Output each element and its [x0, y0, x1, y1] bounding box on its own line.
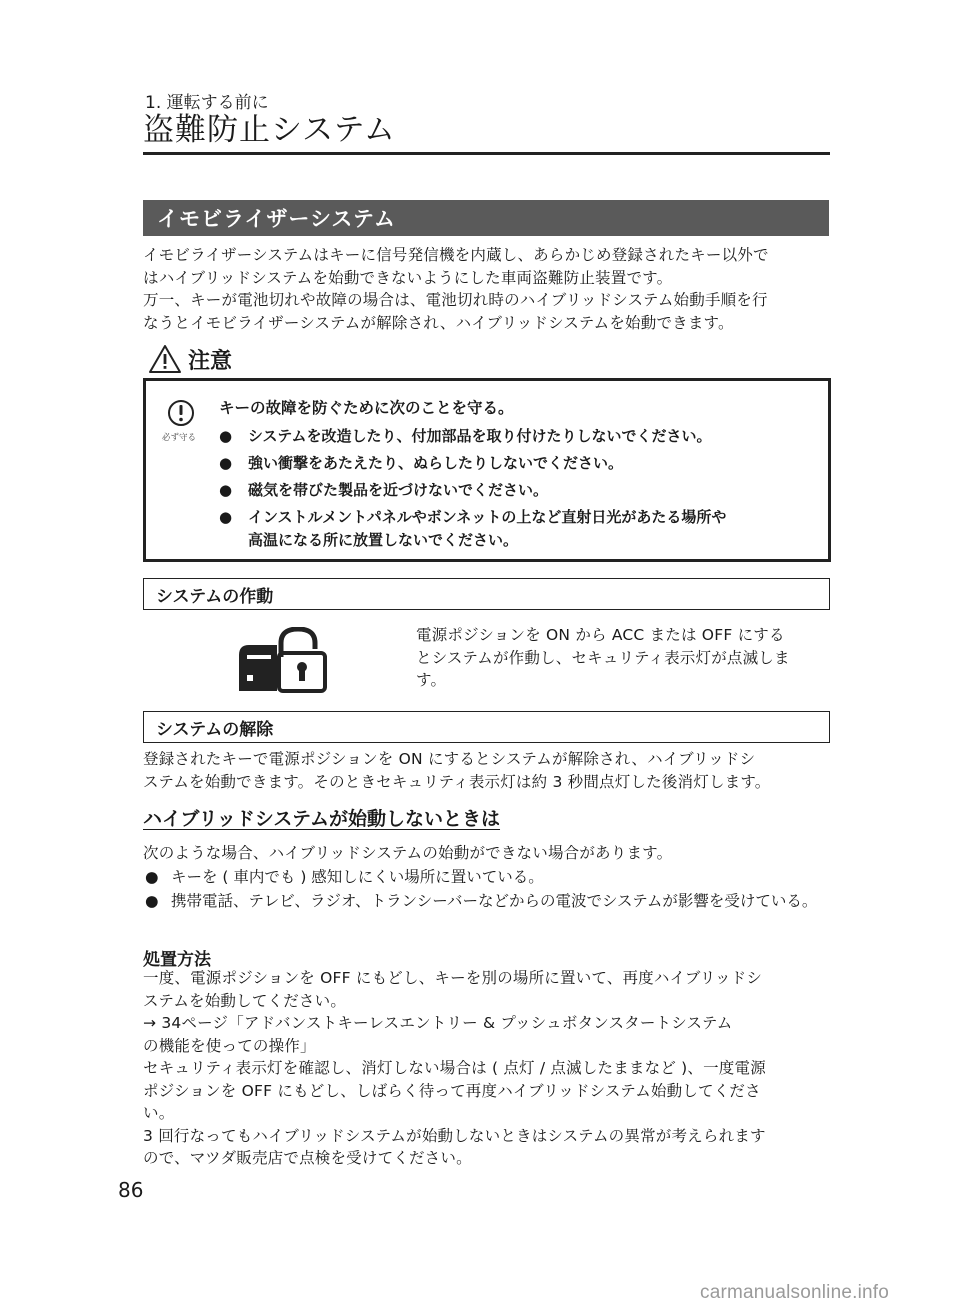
- remedy-line: 3 回行なってもハイブリッドシステムが始動しないときはシステムの異常が考えられます: [143, 1126, 766, 1145]
- subheading-operation-text: システムの作動: [156, 587, 274, 607]
- bullet-icon: ●: [219, 481, 233, 499]
- intro-line: なうとイモビライザーシステムが解除され、ハイブリッドシステムを始動できます。: [143, 313, 734, 332]
- watermark: carmanualsonline.info: [700, 1282, 890, 1303]
- remedy-line: ステムを始動してください。: [143, 991, 347, 1010]
- caution-item-text: 強い衝撃をあたえたり、ぬらしたりしないでください。: [248, 454, 624, 472]
- section-title: イモビライザーシステム: [157, 207, 396, 231]
- section-intro: [143, 244, 833, 334]
- remedy-line: ポジションを OFF にもどし、しばらく待って再度ハイブリッドシステム始動してくださ: [143, 1081, 761, 1100]
- hybrid-item-text: 携帯電話、テレビ、ラジオ、トランシーバーなどからの電波でシステムが影響を受けている。: [171, 892, 818, 910]
- remedy-body: [143, 967, 833, 1170]
- caution-item-text: インストルメントパネルやボンネットの上など直射日光があたる場所や: [248, 508, 727, 526]
- subheading-operation: [143, 578, 830, 610]
- hybrid-heading: ハイブリッドシステムが始動しないときは: [143, 808, 501, 830]
- caution-item-text: 磁気を帯びた製品を近づけないでください。: [248, 481, 549, 499]
- caution-title: キーの故障を防ぐために次のことを守る。: [219, 399, 514, 417]
- remedy-line: い。: [143, 1104, 175, 1122]
- subheading-release-text: システムの解除: [156, 720, 274, 740]
- page-number: 86: [118, 1178, 144, 1202]
- intro-line: はハイブリッドシステムを始動できないようにした車両盗難防止装置です。: [143, 268, 673, 287]
- operation-line: 電源ポジションを ON から ACC または OFF にする: [416, 626, 785, 644]
- remedy-line: 一度、電源ポジションを OFF にもどし、キーを別の場所に置いて、再度ハイブリッドシ: [143, 969, 763, 987]
- bullet-icon: ●: [219, 508, 233, 526]
- hybrid-item-text: キーを ( 車内でも ) 感知しにくい場所に置いている。: [171, 868, 544, 886]
- must-follow-label: 必ず守る: [162, 433, 197, 443]
- release-text: [143, 748, 833, 793]
- bullet-icon: ●: [219, 454, 233, 472]
- operation-line: す。: [416, 671, 447, 689]
- title-rule: [143, 152, 830, 155]
- operation-line: とシステムが作動し、セキュリティ表示灯が点滅しま: [416, 648, 790, 667]
- page-title: 盗難防止システム: [143, 112, 396, 148]
- bullet-icon: ●: [219, 427, 233, 445]
- remedy-line: ので、マツダ販売店で点検を受けてください。: [143, 1149, 472, 1167]
- security-indicator-lock-icon: [237, 627, 327, 693]
- intro-line: イモビライザーシステムはキーに信号発信機を内蔵し、あらかじめ登録されたキー以外で: [143, 246, 769, 264]
- release-line: ステムを始動できます。そのときセキュリティ表示灯は約 3 秒間点灯した後消灯します。: [143, 772, 771, 791]
- caution-item-text: 高温になる所に放置しないでください。: [248, 531, 519, 549]
- hybrid-item: [143, 866, 833, 889]
- section-banner: [143, 200, 829, 236]
- release-line: 登録されたキーで電源ポジションを ON にするとシステムが解除され、ハイブリッドシ: [143, 750, 756, 768]
- remedy-line: セキュリティ表示灯を確認し、消灯しない場合は ( 点灯 / 点滅したままなど )、一度電源: [143, 1059, 766, 1077]
- caution-heading-text: 注意: [188, 349, 233, 374]
- exclamation-circle-icon: [167, 399, 195, 427]
- operation-text: [416, 624, 830, 692]
- chapter-label: 1. 運転する前に: [145, 93, 269, 113]
- remedy-line: → 34ページ「アドバンストキーレスエントリー & プッシュボタンスタートシステム: [143, 1014, 733, 1032]
- bullet-icon: ●: [145, 868, 159, 886]
- remedy-line: の機能を使っての操作」: [143, 1036, 316, 1055]
- warning-triangle-icon: [148, 344, 182, 374]
- hybrid-intro: 次のような場合、ハイブリッドシステムの始動ができない場合があります。: [143, 844, 673, 862]
- hybrid-item: [143, 890, 833, 913]
- intro-line: 万一、キーが電池切れや故障の場合は、電池切れ時のハイブリッドシステム始動手順を行: [143, 291, 768, 309]
- remedy-heading: 処置方法: [143, 950, 211, 970]
- caution-item-text: システムを改造したり、付加部品を取り付けたりしないでください。: [248, 427, 712, 445]
- subheading-release: [143, 711, 830, 743]
- bullet-icon: ●: [145, 892, 159, 910]
